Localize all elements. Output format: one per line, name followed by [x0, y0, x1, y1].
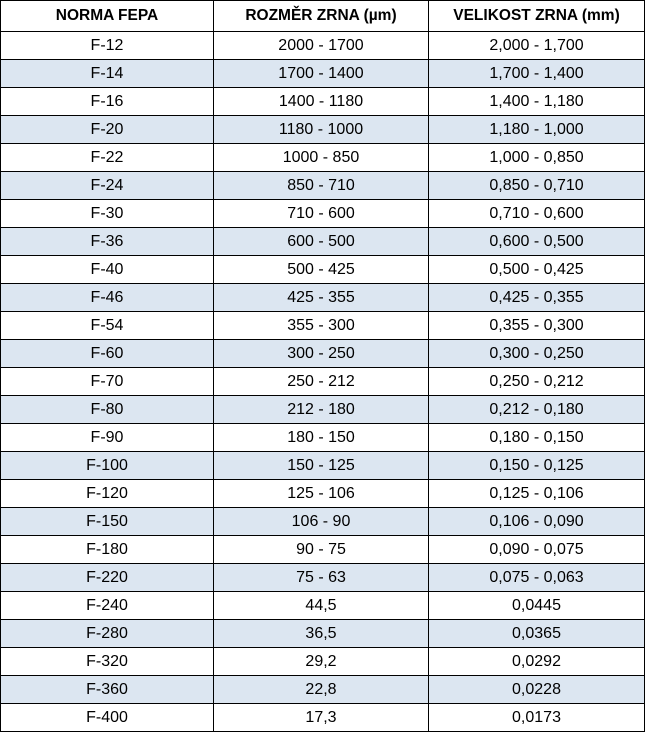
table-row [1, 620, 645, 648]
table-row [1, 172, 645, 200]
header-velikost-zrna: VELIKOST ZRNA (mm) [429, 1, 645, 32]
cell-rozmer-zrna: 355 - 300 [214, 312, 429, 340]
cell-velikost-zrna: 0,212 - 0,180 [429, 396, 645, 424]
table-row [1, 536, 645, 564]
header-norma-fepa: NORMA FEPA [1, 1, 214, 32]
cell-rozmer-zrna: 1000 - 850 [214, 144, 429, 172]
cell-rozmer-zrna: 36,5 [214, 620, 429, 648]
cell-velikost-zrna: 1,000 - 0,850 [429, 144, 645, 172]
table-row [1, 592, 645, 620]
table-body [1, 32, 645, 732]
cell-norma-fepa: F-24 [1, 172, 214, 200]
table-row [1, 368, 645, 396]
cell-velikost-zrna: 1,400 - 1,180 [429, 88, 645, 116]
cell-rozmer-zrna: 850 - 710 [214, 172, 429, 200]
table-row [1, 340, 645, 368]
table-row [1, 312, 645, 340]
cell-velikost-zrna: 2,000 - 1,700 [429, 32, 645, 60]
cell-norma-fepa: F-180 [1, 536, 214, 564]
cell-velikost-zrna: 0,355 - 0,300 [429, 312, 645, 340]
cell-rozmer-zrna: 150 - 125 [214, 452, 429, 480]
cell-velikost-zrna: 0,500 - 0,425 [429, 256, 645, 284]
cell-velikost-zrna: 0,090 - 0,075 [429, 536, 645, 564]
cell-velikost-zrna: 0,250 - 0,212 [429, 368, 645, 396]
table-header-row [1, 1, 645, 32]
cell-rozmer-zrna: 29,2 [214, 648, 429, 676]
cell-velikost-zrna: 0,0365 [429, 620, 645, 648]
table-row [1, 396, 645, 424]
cell-rozmer-zrna: 125 - 106 [214, 480, 429, 508]
cell-velikost-zrna: 0,600 - 0,500 [429, 228, 645, 256]
cell-rozmer-zrna: 2000 - 1700 [214, 32, 429, 60]
cell-velikost-zrna: 0,0445 [429, 592, 645, 620]
cell-norma-fepa: F-54 [1, 312, 214, 340]
cell-rozmer-zrna: 1180 - 1000 [214, 116, 429, 144]
cell-rozmer-zrna: 300 - 250 [214, 340, 429, 368]
cell-velikost-zrna: 0,125 - 0,106 [429, 480, 645, 508]
cell-norma-fepa: F-80 [1, 396, 214, 424]
table-row [1, 200, 645, 228]
table-row [1, 508, 645, 536]
header-rozmer-zrna: ROZMĚR ZRNA (µm) [214, 1, 429, 32]
table-row [1, 60, 645, 88]
cell-norma-fepa: F-320 [1, 648, 214, 676]
cell-norma-fepa: F-16 [1, 88, 214, 116]
cell-norma-fepa: F-60 [1, 340, 214, 368]
cell-rozmer-zrna: 90 - 75 [214, 536, 429, 564]
cell-velikost-zrna: 1,700 - 1,400 [429, 60, 645, 88]
cell-velikost-zrna: 0,425 - 0,355 [429, 284, 645, 312]
cell-rozmer-zrna: 106 - 90 [214, 508, 429, 536]
cell-rozmer-zrna: 22,8 [214, 676, 429, 704]
table-row [1, 228, 645, 256]
cell-norma-fepa: F-30 [1, 200, 214, 228]
table-row [1, 424, 645, 452]
cell-velikost-zrna: 0,075 - 0,063 [429, 564, 645, 592]
cell-rozmer-zrna: 1400 - 1180 [214, 88, 429, 116]
cell-velikost-zrna: 0,850 - 0,710 [429, 172, 645, 200]
cell-rozmer-zrna: 425 - 355 [214, 284, 429, 312]
table-row [1, 452, 645, 480]
cell-norma-fepa: F-40 [1, 256, 214, 284]
table-row [1, 480, 645, 508]
cell-norma-fepa: F-280 [1, 620, 214, 648]
table-row [1, 116, 645, 144]
table-row [1, 32, 645, 60]
cell-norma-fepa: F-400 [1, 704, 214, 732]
cell-rozmer-zrna: 600 - 500 [214, 228, 429, 256]
cell-velikost-zrna: 0,150 - 0,125 [429, 452, 645, 480]
table-row [1, 88, 645, 116]
cell-velikost-zrna: 0,0228 [429, 676, 645, 704]
cell-norma-fepa: F-14 [1, 60, 214, 88]
cell-norma-fepa: F-70 [1, 368, 214, 396]
cell-norma-fepa: F-20 [1, 116, 214, 144]
table-row [1, 676, 645, 704]
cell-norma-fepa: F-150 [1, 508, 214, 536]
cell-velikost-zrna: 0,0173 [429, 704, 645, 732]
cell-rozmer-zrna: 710 - 600 [214, 200, 429, 228]
cell-rozmer-zrna: 212 - 180 [214, 396, 429, 424]
cell-rozmer-zrna: 500 - 425 [214, 256, 429, 284]
cell-norma-fepa: F-360 [1, 676, 214, 704]
cell-norma-fepa: F-36 [1, 228, 214, 256]
cell-velikost-zrna: 0,710 - 0,600 [429, 200, 645, 228]
cell-norma-fepa: F-240 [1, 592, 214, 620]
cell-rozmer-zrna: 250 - 212 [214, 368, 429, 396]
cell-norma-fepa: F-46 [1, 284, 214, 312]
cell-rozmer-zrna: 180 - 150 [214, 424, 429, 452]
table-row [1, 144, 645, 172]
table-row [1, 256, 645, 284]
cell-norma-fepa: F-22 [1, 144, 214, 172]
table-row [1, 564, 645, 592]
cell-rozmer-zrna: 44,5 [214, 592, 429, 620]
cell-velikost-zrna: 0,180 - 0,150 [429, 424, 645, 452]
cell-velikost-zrna: 1,180 - 1,000 [429, 116, 645, 144]
table-row [1, 704, 645, 732]
cell-norma-fepa: F-12 [1, 32, 214, 60]
cell-norma-fepa: F-100 [1, 452, 214, 480]
cell-rozmer-zrna: 1700 - 1400 [214, 60, 429, 88]
cell-rozmer-zrna: 17,3 [214, 704, 429, 732]
cell-velikost-zrna: 0,300 - 0,250 [429, 340, 645, 368]
cell-norma-fepa: F-120 [1, 480, 214, 508]
cell-velikost-zrna: 0,0292 [429, 648, 645, 676]
table-row [1, 648, 645, 676]
cell-norma-fepa: F-220 [1, 564, 214, 592]
cell-velikost-zrna: 0,106 - 0,090 [429, 508, 645, 536]
cell-norma-fepa: F-90 [1, 424, 214, 452]
cell-rozmer-zrna: 75 - 63 [214, 564, 429, 592]
table-row [1, 284, 645, 312]
